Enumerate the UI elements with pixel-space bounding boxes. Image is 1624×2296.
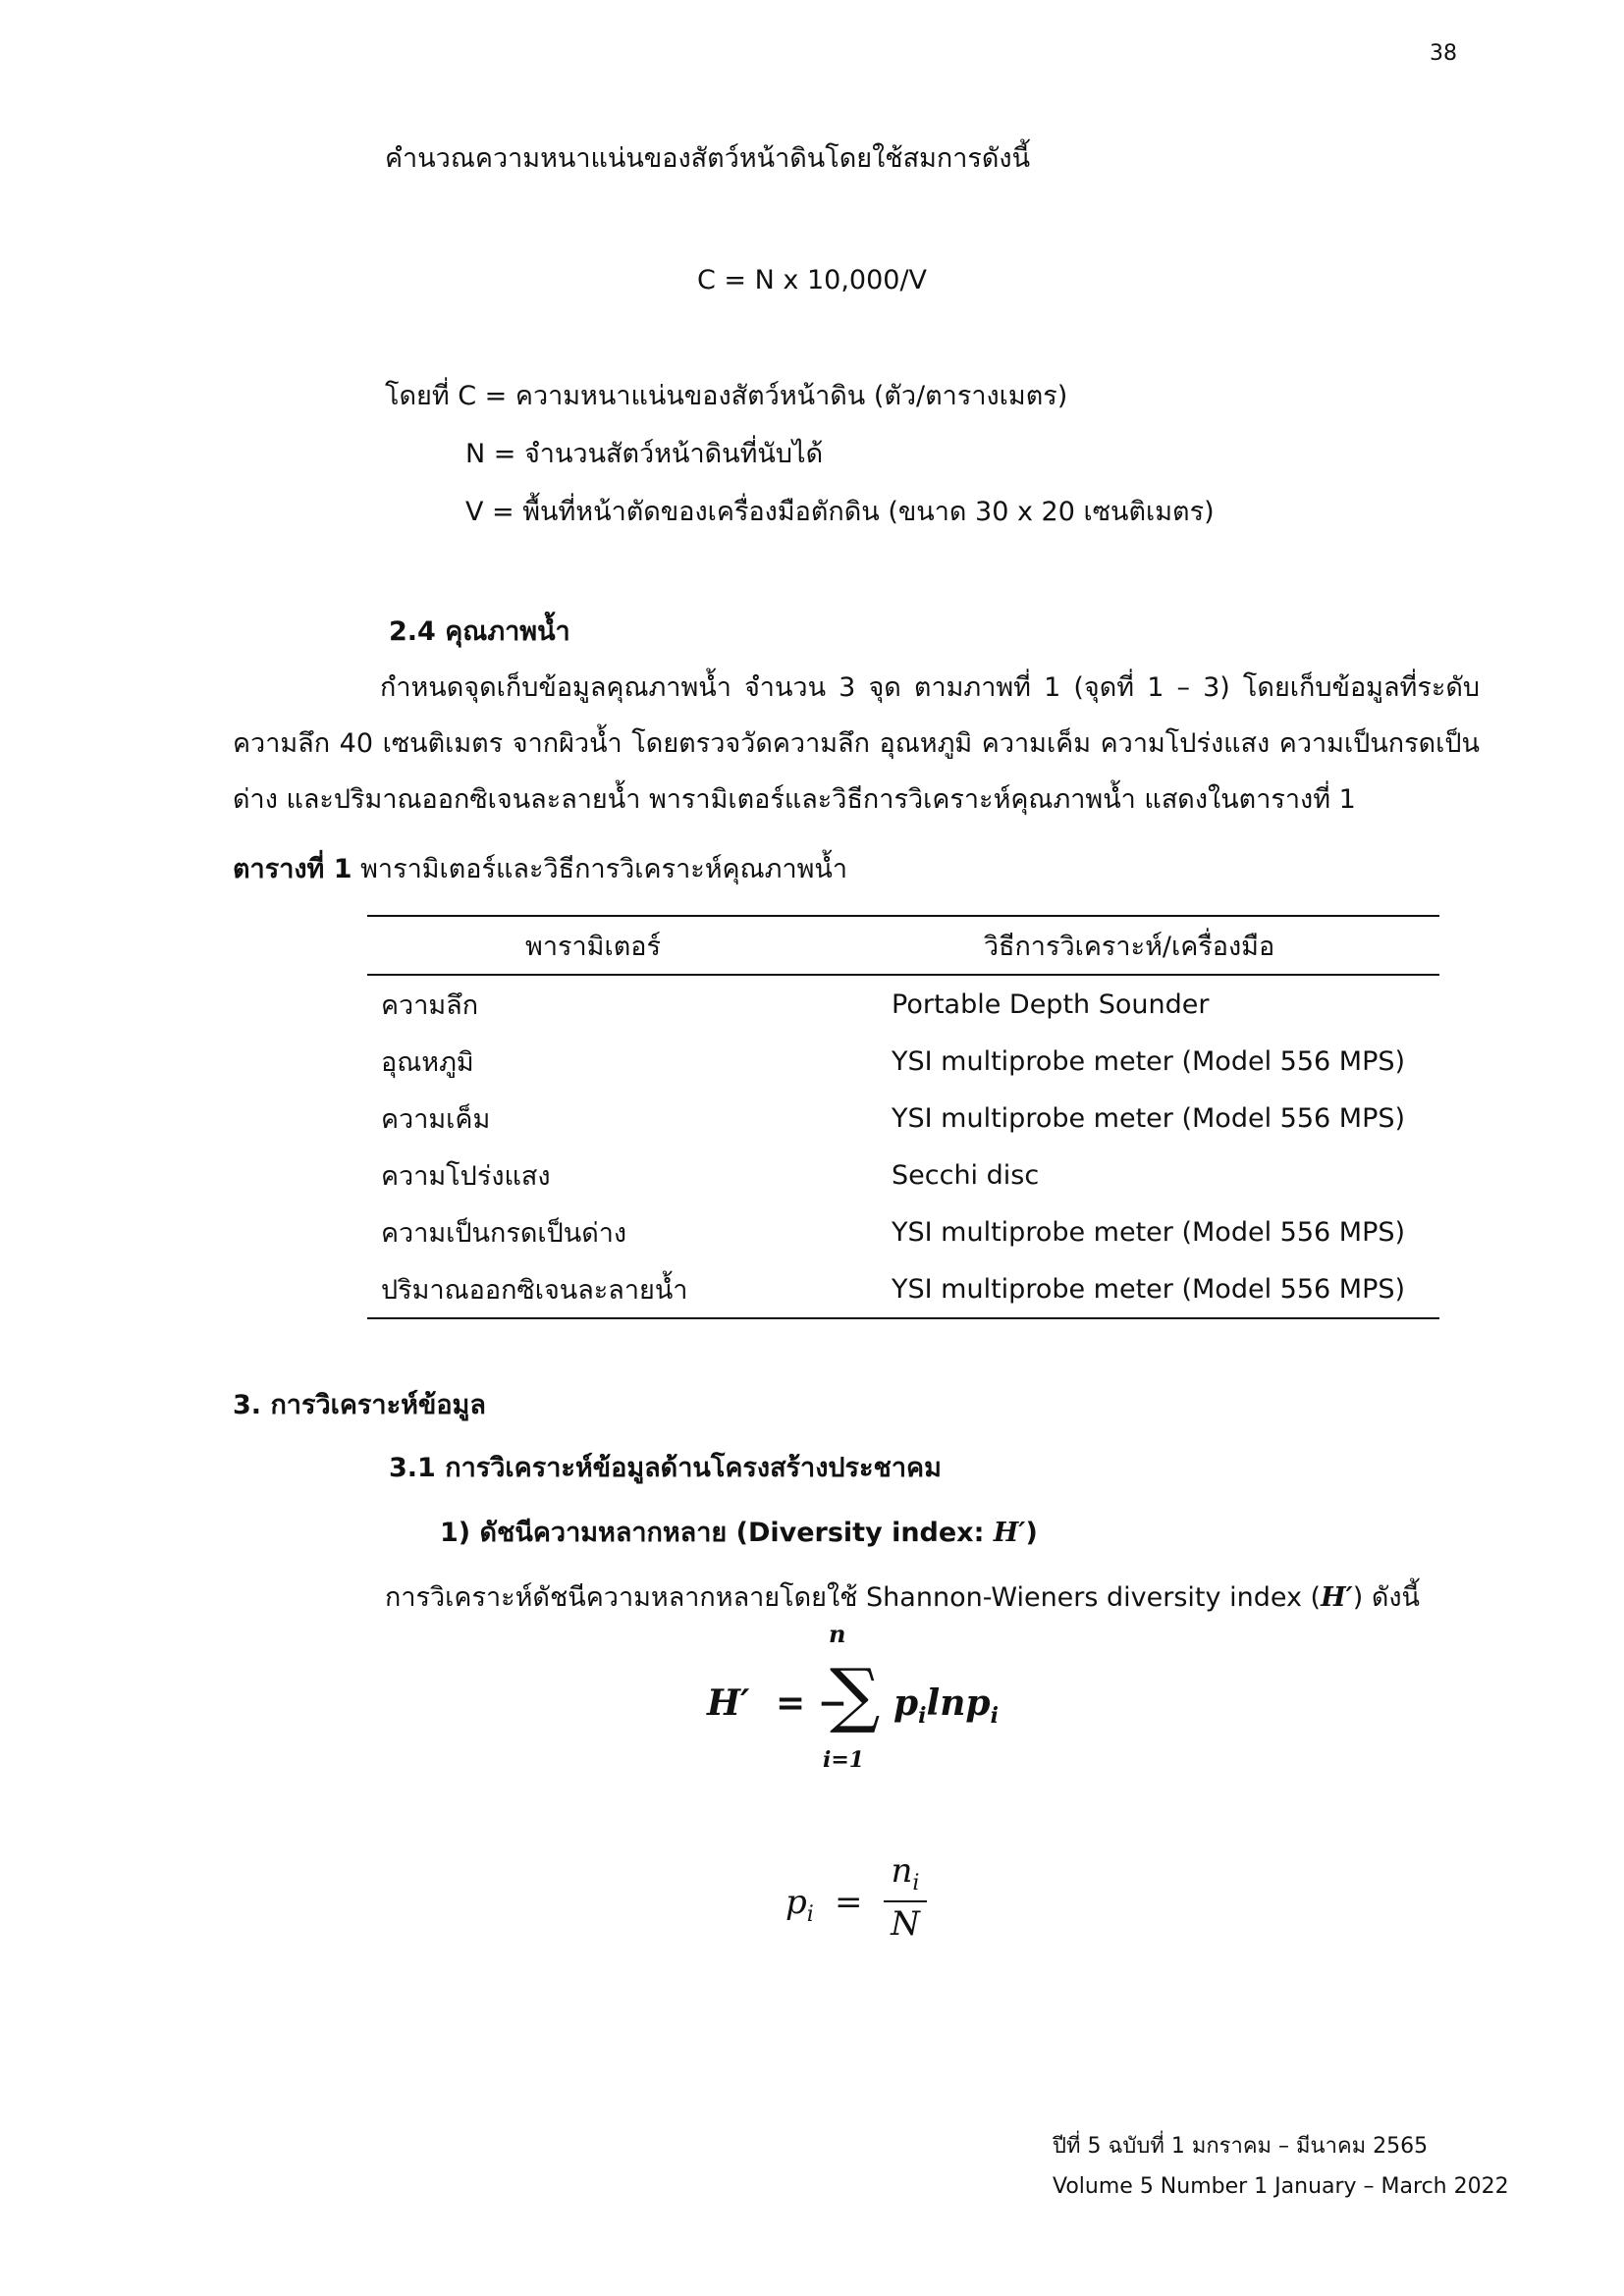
density-equation: C = N x 10,000/V <box>696 265 928 295</box>
table-row <box>367 1033 1439 1090</box>
diversity-symbol: H′ <box>993 1518 1026 1548</box>
table-1-caption <box>233 850 847 889</box>
table-cell-parameter: ปริมาณออกซิเจนละลายน้ำ <box>381 1274 688 1306</box>
diversity-index-heading-prefix: 1) ดัชนีความหลากหลาย (Diversity index: <box>440 1518 994 1548</box>
numerator-sub: i <box>912 1870 920 1896</box>
table-1-caption-label: ตารางที่ 1 <box>233 854 352 884</box>
section-3-heading: 3. การวิเคราะห์ข้อมูล <box>233 1390 486 1420</box>
numerator-n: n <box>891 1851 913 1891</box>
shannon-intro-prefix: การวิเคราะห์ดัชนีความหลากหลายโดยใช้ Shannon-Wieners diversity index ( <box>385 1582 1322 1613</box>
where-line-n: N = จำนวนสัตว์หน้าดินที่นับได้ <box>465 439 824 469</box>
table-row <box>367 1090 1439 1147</box>
table-cell-method: YSI multiprobe meter (Model 556 MPS) <box>892 1102 1406 1134</box>
table-cell-parameter: ความลึก <box>381 989 479 1021</box>
fraction-numerator <box>884 1851 927 1896</box>
formula-equals-minus: = − <box>776 1682 847 1724</box>
summand-sub-i2: i <box>990 1703 999 1730</box>
table-cell-parameter: ความโปร่งแสง <box>381 1160 551 1192</box>
pi-formula <box>785 1851 982 1959</box>
shannon-intro <box>385 1578 1420 1618</box>
footer-volume-thai: ปีที่ 5 ฉบับที่ 1 มกราคม – มีนาคม 2565 <box>1053 2134 1429 2159</box>
column-header-method: วิธีการวิเคราะห์/เครื่องมือ <box>983 931 1275 962</box>
table-row <box>367 1147 1439 1203</box>
table-row <box>367 975 1439 1033</box>
page-number: 38 <box>1430 41 1457 66</box>
column-header-parameter: พารามิเตอร์ <box>525 931 661 962</box>
shannon-formula <box>707 1620 1021 1781</box>
sum-lower-limit: i=1 <box>823 1747 865 1773</box>
sum-upper-limit: n <box>829 1620 846 1648</box>
pi-lhs-p: p <box>785 1883 807 1922</box>
table-cell-method: YSI multiprobe meter (Model 556 MPS) <box>892 1045 1406 1077</box>
pi-lhs <box>785 1883 814 1927</box>
table-row <box>367 1203 1439 1260</box>
fraction-bar <box>884 1900 927 1902</box>
formula-summand <box>893 1682 999 1729</box>
table-row <box>367 1260 1439 1318</box>
density-intro: คำนวณความหนาแน่นของสัตว์หน้าดินโดยใช้สมการดังนี้ <box>385 143 1031 174</box>
shannon-intro-symbol: H′ <box>1321 1582 1353 1613</box>
fraction-denominator: N <box>891 1904 920 1944</box>
table-cell-parameter: อุณหภูมิ <box>381 1046 474 1078</box>
section-2-4-heading: 2.4 คุณภาพน้ำ <box>389 616 570 647</box>
table-cell-method: Secchi disc <box>892 1159 1040 1191</box>
pi-equals: = <box>835 1883 863 1922</box>
table-1-caption-text: พารามิเตอร์และวิธีการวิเคราะห์คุณภาพน้ำ <box>352 854 848 884</box>
summand-sub-i: i <box>918 1703 927 1730</box>
table-cell-method: Portable Depth Sounder <box>892 988 1210 1020</box>
formula-h-prime: H′ <box>707 1682 750 1724</box>
summand-p: p <box>893 1682 919 1724</box>
table-header-row <box>367 916 1439 975</box>
where-line-c: โดยที่ C = ความหนาแน่นของสัตว์หน้าดิน (ตัว/ตารางเมตร) <box>385 381 1068 411</box>
water-quality-table <box>367 915 1439 1319</box>
where-line-v: V = พื้นที่หน้าตัดของเครื่องมือตักดิน (ขนาด 30 x 20 เซนติเมตร) <box>465 497 1215 527</box>
shannon-intro-suffix: ) ดังนี้ <box>1352 1582 1421 1613</box>
diversity-index-heading <box>440 1514 1038 1553</box>
summand-lnp: lnp <box>926 1682 991 1724</box>
section-2-4-paragraph: กำหนดจุดเก็บข้อมูลคุณภาพน้ำ จำนวน 3 จุด ตามภาพที่ 1 (จุดที่ 1 – 3) โดยเก็บข้อมูลที่ระดับความลึก 40 เซนติเมตร จากผิวน้ำ โดยตรวจวัดความลึก อุณหภูมิ ความเค็ม ความโปร่งแสง ความเป็นกรดเป็นด่าง และปริมาณออกซิเจนละลายน้ำ พารามิเตอร์และวิธีการวิเคราะห์คุณภาพน้ำ แสดงในตารางที่ 1 <box>233 672 1480 815</box>
summation-sign: ∑ <box>830 1653 881 1735</box>
table-cell-parameter: ความเค็ม <box>381 1103 491 1135</box>
pi-lhs-sub: i <box>806 1901 814 1927</box>
diversity-index-heading-suffix: ) <box>1025 1518 1038 1548</box>
table-cell-parameter: ความเป็นกรดเป็นด่าง <box>381 1217 627 1249</box>
table-cell-method: YSI multiprobe meter (Model 556 MPS) <box>892 1273 1406 1305</box>
table-cell-method: YSI multiprobe meter (Model 556 MPS) <box>892 1216 1406 1248</box>
footer-volume-english: Volume 5 Number 1 January – March 2022 <box>1053 2174 1509 2199</box>
section-3-1-heading: 3.1 การวิเคราะห์ข้อมูลด้านโครงสร้างประชาคม <box>389 1453 942 1483</box>
